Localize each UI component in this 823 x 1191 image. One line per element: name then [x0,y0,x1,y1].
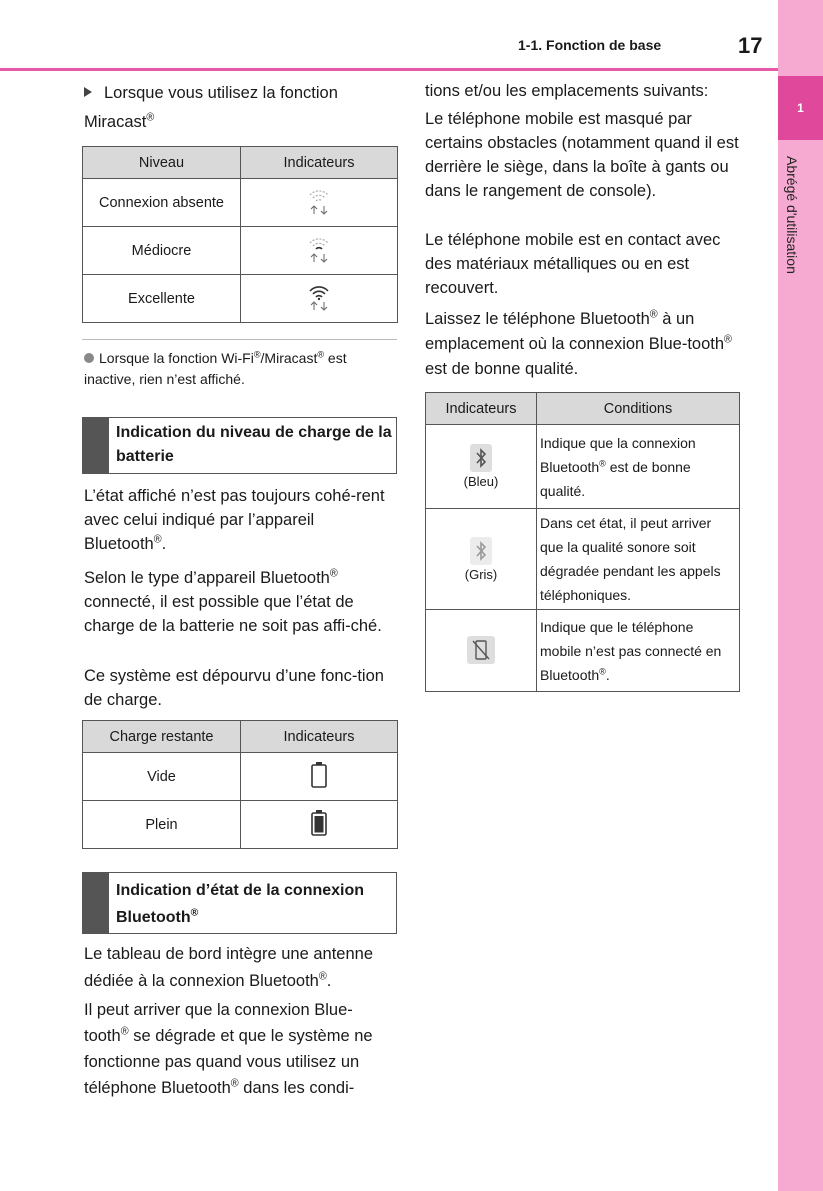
condition-text: Indique que le téléphone mobile n’est pas connecté en Bluetooth®. [537,610,740,692]
wifi-note: Lorsque la fonction Wi-Fi®/Miracast® est inactive, rien n’est affiché. [84,349,347,387]
table-row [426,610,740,692]
right-paragraph-4: Laissez le téléphone Bluetooth® à un emplacement où la connexion Blue-tooth® est de bonne qualité. [425,308,732,378]
condition-text: Dans cet état, il peut arriver que la qualité sonore soit dégradée pendant les appels téléphoniques. [537,509,740,610]
battery-empty-icon [310,761,328,789]
battery-full-icon [310,809,328,837]
battery-paragraph-2: Selon le type d’appareil Bluetooth® connecté, il est possible que l’état de charge de la batterie ne soit pas affi-ché. [84,567,382,635]
section-title-text: Indication d’état de la connexion Bluetooth® [116,882,365,926]
table-row [83,275,398,323]
table-header: Indicateurs [241,721,398,753]
bluetooth-status-table [425,392,740,692]
bluetooth-section-heading [82,872,397,934]
signal-level-label: Médiocre [83,227,241,275]
battery-paragraph-3: Ce système est dépourvu d’une fonc-tion de charge. [84,667,384,709]
wifi-signal-none-icon [307,187,331,215]
miracast-intro: Lorsque vous utilisez la fonction Miracast® [84,84,338,131]
separator [82,339,397,340]
phone-disconnected-icon [467,636,495,664]
header-rule [0,68,778,71]
section-bar [83,873,109,933]
wifi-signal-full-icon [307,283,331,311]
section-bar [83,418,109,473]
table-header: Conditions [537,393,740,425]
table-header: Indicateurs [241,147,398,179]
table-row [83,179,398,227]
bluetooth-grey-icon [470,537,492,565]
table-header: Charge restante [83,721,241,753]
battery-paragraph-1: L’état affiché n’est pas toujours cohé-rent avec celui indiqué par l’appareil Bluetooth®. [84,487,385,553]
table-header: Indicateurs [426,393,537,425]
table-row [83,753,398,801]
battery-section-heading [82,417,397,474]
bluetooth-blue-icon [470,444,492,472]
condition-text: Indique que la connexion Bluetooth® est de bonne qualité. [537,425,740,509]
chapter-number: 1 [778,76,823,140]
signal-level-label: Connexion absente [83,179,241,227]
section-title: 1-1. Fonction de base [518,37,662,53]
table-row [83,801,398,849]
icon-caption: (Bleu) [463,474,499,489]
bluetooth-paragraph-1: Le tableau de bord intègre une antenne dédiée à la connexion Bluetooth®. [84,945,373,990]
right-paragraph-3: Le téléphone mobile est en contact avec des matériaux métalliques ou en est recouvert. [425,231,721,297]
table-header: Niveau [83,147,241,179]
icon-caption: (Gris) [464,566,498,582]
signal-level-label: Excellente [83,275,241,323]
section-title-text: Indication du niveau de charge de la batterie [116,424,392,465]
battery-table [82,720,398,849]
right-paragraph-1: tions et/ou les emplacements suivants: [425,82,709,100]
bluetooth-paragraph-2: Il peut arriver que la connexion Blue- tooth® se dégrade et que le système ne fonctionne pas quand vous utilisez un téléphone Bluetooth® dans les condi- [84,1001,373,1097]
battery-level-label: Plein [83,801,241,849]
battery-level-label: Vide [83,753,241,801]
signal-level-table [82,146,398,323]
circle-bullet-icon [84,353,94,363]
page-number: 17 [738,33,763,58]
chapter-label: Abrégé d'utilisation [784,156,800,274]
wifi-signal-low-icon [307,235,331,263]
right-paragraph-2: Le téléphone mobile est masqué par certains obstacles (notamment quand il est derrière le siège, dans la boîte à gants ou dans le rangement de console). [425,110,739,200]
table-row [426,425,740,509]
table-row [426,509,740,610]
triangle-bullet-icon [84,87,92,97]
table-row [83,227,398,275]
